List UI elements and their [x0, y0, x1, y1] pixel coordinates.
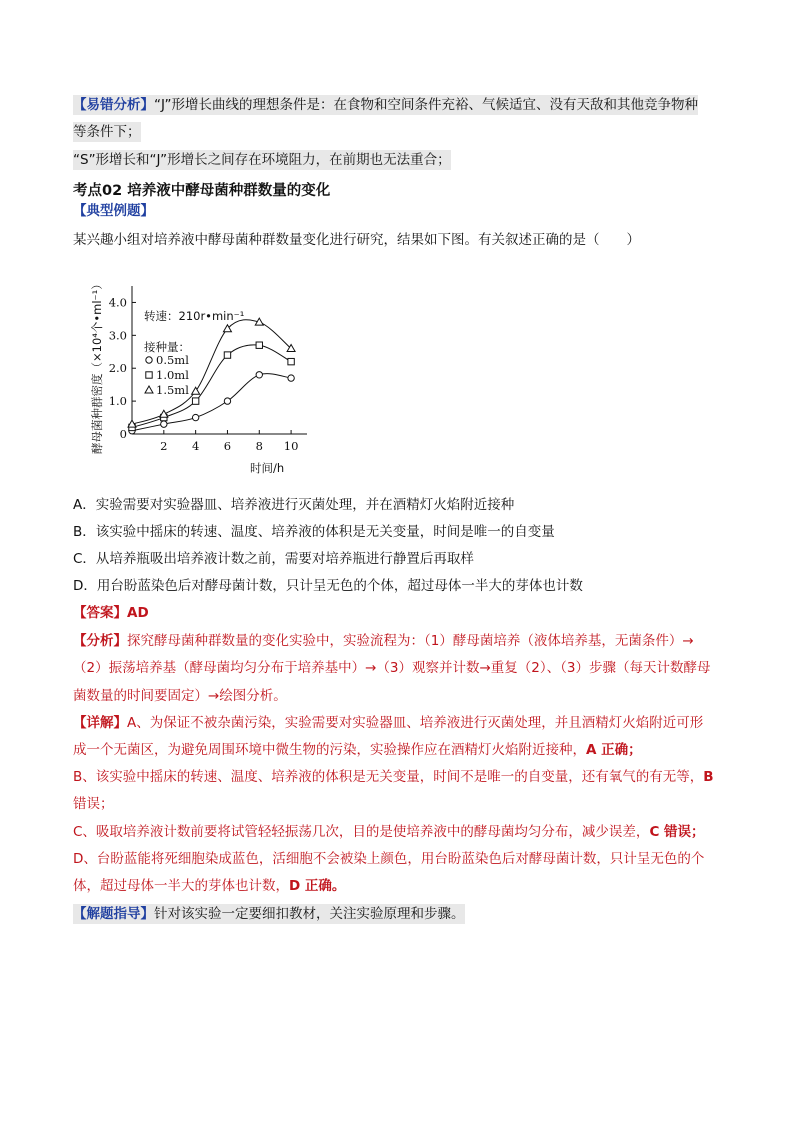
legend-marker-1.5ml	[145, 386, 153, 393]
data-point-1.0ml	[192, 398, 198, 404]
x-tick-label: 2	[160, 439, 168, 453]
detail-a2-end: A 正确；	[586, 742, 642, 758]
data-point-0.5ml	[192, 414, 198, 420]
legend-label-1.5ml: 1.5ml	[156, 383, 189, 397]
easy-error-line-1	[73, 95, 698, 115]
y-axis-label: 酵母菌种群密度（×10⁴个•ml⁻¹）	[90, 278, 104, 454]
section-title: 考点02 培养液中酵母菌种群数量的变化	[73, 183, 331, 199]
yeast-population-chart	[85, 258, 325, 480]
detail-c1: C、吸取培养液计数前要将试管轻轻振荡几次，目的是使培养液中的酵母菌均匀分布，减少误差，	[73, 824, 650, 840]
legend-marker-0.5ml	[146, 357, 152, 363]
easy-error-line-2	[73, 122, 141, 142]
x-tick-label: 6	[223, 439, 232, 453]
detail-b1-end: B	[703, 769, 714, 785]
analysis-line-2: （2）振荡培养基（酵母菌均匀分布于培养基中）→（3）观察并计数→重复（2）、（3）步骤（每天计数酵母	[73, 660, 711, 676]
data-point-0.5ml	[288, 375, 294, 381]
guide-line	[73, 904, 465, 924]
analysis-line-1	[73, 631, 694, 651]
analysis-line-3: 菌数量的时间要固定）→绘图分析。	[73, 688, 287, 704]
detail-line-b2: 错误；	[73, 796, 114, 812]
detail-tag: 【详解】	[73, 715, 127, 731]
answer-value: AD	[127, 605, 149, 621]
data-point-0.5ml	[161, 421, 167, 427]
data-point-1.0ml	[288, 358, 294, 364]
data-point-1.0ml	[256, 342, 262, 348]
x-tick-label: 4	[191, 439, 200, 453]
x-axis-label: 时间/h	[250, 461, 285, 475]
x-tick-label: 8	[255, 439, 263, 453]
detail-a2: 成一个无菌区，为避免周围环境中微生物的污染，实验操作应在酒精灯火焰附近接种，	[73, 742, 586, 758]
detail-line-d2	[73, 876, 345, 896]
data-point-0.5ml	[224, 398, 230, 404]
answer-tag: 【答案】	[73, 605, 127, 621]
detail-d2-end: D 正确。	[289, 878, 346, 894]
easy-error-text-1: “J”形增长曲线的理想条件是：在食物和空间条件充裕、气候适宜、没有天敌和其他竞争物种	[154, 97, 699, 113]
data-point-1.5ml	[192, 387, 200, 394]
legend-marker-1.0ml	[146, 372, 152, 378]
legend-label-0.5ml: 0.5ml	[156, 353, 189, 367]
detail-line-b1	[73, 767, 714, 787]
chart-annotation: 转速：210r•min⁻¹	[144, 309, 245, 323]
option-b: B．该实验中摇床的转速、温度、培养液的体积是无关变量，时间是唯一的自变量	[73, 524, 555, 540]
question-text: 某兴趣小组对培养液中酵母菌种群数量变化进行研究，结果如下图。有关叙述正确的是（ ）	[73, 232, 640, 248]
detail-d2: 体，超过母体一半大的芽体也计数，	[73, 878, 289, 894]
easy-error-tag: 【易错分析】	[73, 97, 154, 113]
x-tick-label: 10	[283, 439, 299, 453]
detail-line-c1	[73, 822, 705, 842]
y-tick-label: 0	[119, 427, 127, 441]
detail-line-a1	[73, 713, 703, 733]
detail-b1: B、该实验中摇床的转速、温度、培养液的体积是无关变量，时间不是唯一的自变量，还有氧气的有无等，	[73, 769, 704, 785]
option-d: D．用台盼蓝染色后对酵母菌计数，只计呈无色的个体，超过母体一半大的芽体也计数	[73, 578, 583, 594]
legend-title: 接种量：	[144, 340, 190, 354]
y-tick-label: 3.0	[108, 328, 127, 343]
guide-text: 针对该实验一定要细扣教材，关注实验原理和步骤。	[154, 906, 465, 922]
option-c: C．从培养瓶吸出培养液计数之前，需要对培养瓶进行静置后再取样	[73, 551, 474, 567]
data-point-1.0ml	[224, 352, 230, 358]
option-a: A．实验需要对实验器皿、培养液进行灭菌处理，并在酒精灯火焰附近接种	[73, 497, 515, 513]
y-tick-label: 1.0	[108, 394, 127, 409]
detail-c1-end: C 错误；	[649, 824, 705, 840]
y-tick-label: 2.0	[108, 361, 127, 376]
analysis-text-1: 探究酵母菌种群数量的变化实验中，实验流程为：（1）酵母菌培养（液体培养基，无菌条件）→	[127, 633, 694, 649]
detail-line-d1: D、台盼蓝能将死细胞染成蓝色，活细胞不会被染上颜色，用台盼蓝染色后对酵母菌计数，只计呈无色的个	[73, 851, 705, 867]
legend-label-1.0ml: 1.0ml	[156, 368, 189, 382]
analysis-tag: 【分析】	[73, 633, 127, 649]
detail-a1: A、为保证不被杂菌污染，实验需要对实验器皿、培养液进行灭菌处理，并且酒精灯火焰附近可形	[127, 715, 704, 731]
detail-line-a2	[73, 740, 642, 760]
data-point-1.5ml	[160, 410, 168, 417]
guide-tag: 【解题指导】	[73, 906, 154, 922]
answer-line	[73, 603, 149, 623]
data-point-0.5ml	[256, 372, 262, 378]
easy-error-line-3	[73, 150, 451, 170]
easy-error-text-3: “S”形增长和“J”形增长之间存在环境阻力，在前期也无法重合；	[73, 152, 451, 168]
y-tick-label: 4.0	[108, 295, 127, 310]
example-tag: 【典型例题】	[73, 203, 154, 219]
easy-error-text-2: 等条件下；	[73, 124, 141, 140]
